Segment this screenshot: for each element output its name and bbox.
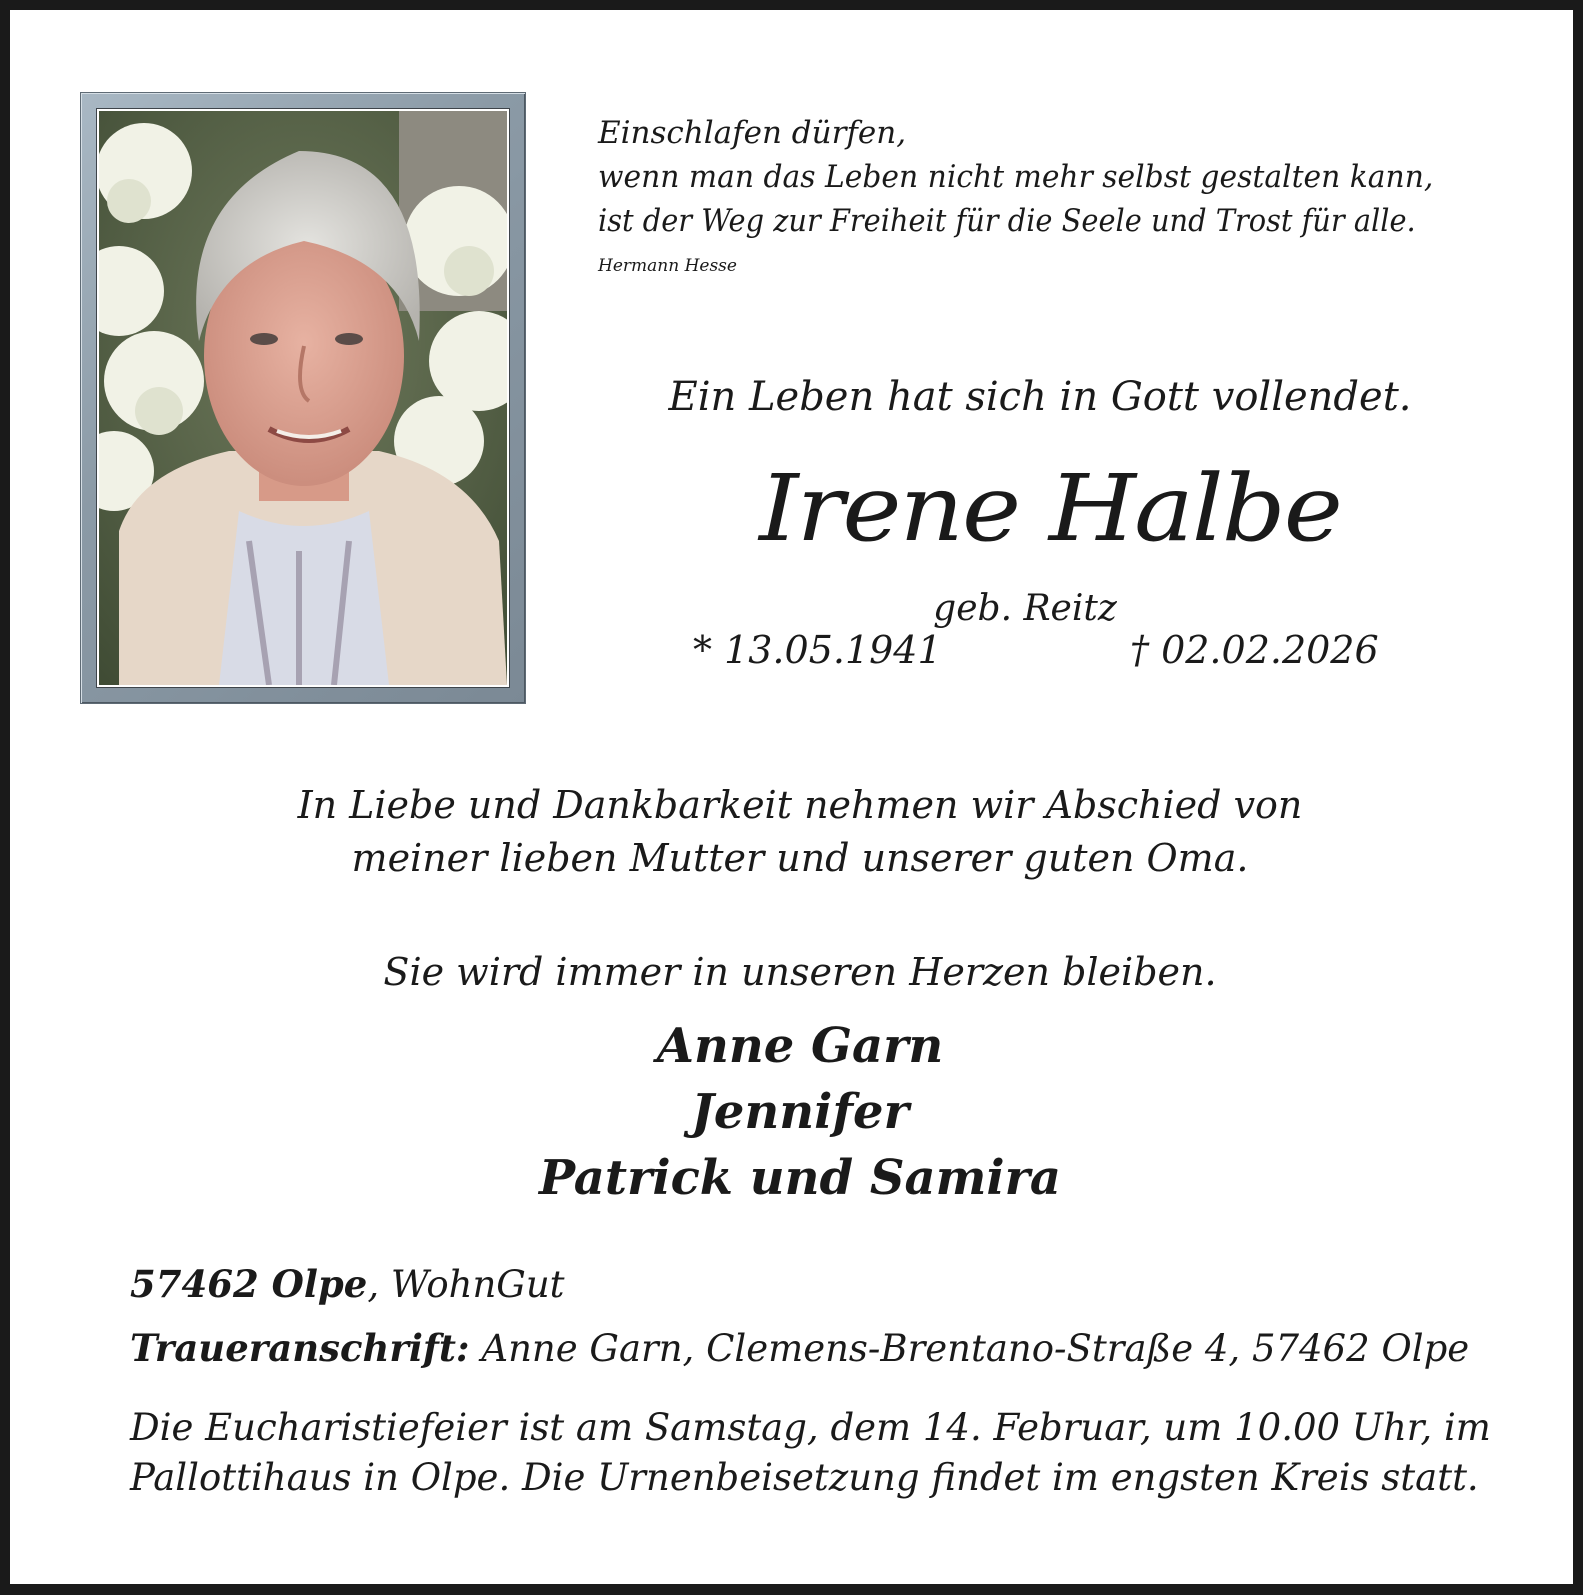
mourner-name: Jennifer bbox=[691, 1084, 909, 1140]
quote-author: Hermann Hesse bbox=[598, 256, 737, 276]
farewell-line-2: meiner lieben Mutter und unserer guten Oma. bbox=[351, 836, 1249, 880]
deceased-name: Irene Halbe bbox=[759, 454, 1341, 563]
portrait-photo bbox=[96, 108, 510, 688]
quote-line-3: ist der Weg zur Freiheit für die Seele und Trost für alle. bbox=[598, 203, 1416, 239]
birth-date: * 13.05.1941 bbox=[693, 628, 942, 672]
quote-line-1: Einschlafen dürfen, bbox=[598, 115, 907, 151]
quote-line-2: wenn man das Leben nicht mehr selbst gestalten kann, bbox=[598, 159, 1434, 195]
residence-place: 57462 Olpe bbox=[130, 1262, 368, 1306]
service-line-2: Pallottihaus in Olpe. Die Urnenbeisetzung findet im engsten Kreis statt. bbox=[130, 1456, 1479, 1499]
service-info bbox=[130, 1403, 1491, 1503]
residence-line bbox=[130, 1262, 565, 1306]
portrait-frame bbox=[80, 92, 526, 704]
hearts-line: Sie wird immer in unseren Herzen bleiben. bbox=[383, 950, 1217, 994]
portrait-illustration bbox=[99, 111, 507, 685]
mourning-address-line bbox=[130, 1326, 1469, 1370]
death-date: † 02.02.2026 bbox=[1130, 628, 1379, 672]
mourning-address-label: Traueranschrift: bbox=[130, 1326, 470, 1370]
residence-detail: , WohnGut bbox=[367, 1263, 565, 1306]
intro-text: Ein Leben hat sich in Gott vollendet. bbox=[668, 374, 1412, 420]
mourner-name: Anne Garn bbox=[656, 1018, 944, 1074]
service-line-1: Die Eucharistiefeier ist am Samstag, dem 14. Februar, um 10.00 Uhr, im bbox=[130, 1406, 1491, 1449]
mourner-name: Patrick und Samira bbox=[538, 1150, 1062, 1206]
mourning-address-value: Anne Garn, Clemens-Brentano-Straße 4, 57462 Olpe bbox=[469, 1327, 1470, 1370]
birth-name: geb. Reitz bbox=[933, 588, 1117, 629]
farewell-line-1: In Liebe und Dankbarkeit nehmen wir Abschied von bbox=[297, 783, 1303, 827]
